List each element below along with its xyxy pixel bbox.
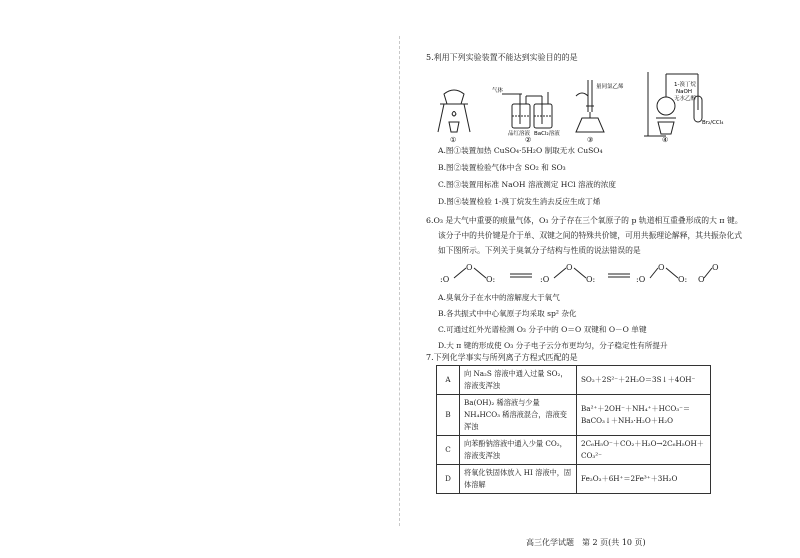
q5-option-a: A.图①装置加热 CuSO₄·5H₂O 制取无水 CuSO₄	[438, 146, 603, 155]
row-key: C	[437, 436, 460, 465]
svg-text::O: :O	[540, 275, 550, 284]
row-equation: Fe₂O₃＋6H⁺＝2Fe³⁺＋3H₂O	[577, 465, 711, 494]
svg-text:O:: O:	[486, 275, 496, 284]
q5-option-d: D.图④装置检验 1-溴丁烷发生消去反应生成丁烯	[438, 197, 601, 206]
row-equation: Ba²⁺＋2OH⁻＋NH₄⁺＋HCO₃⁻＝BaCO₃↓＋NH₃·H₂O＋H₂O	[577, 395, 711, 436]
ozone-resonance-figure	[436, 254, 726, 292]
q5-apparatus-figure	[430, 66, 724, 146]
svg-text:O:: O:	[678, 275, 688, 284]
q6-line-3: 如下图所示。下列关于臭氧分子结构与性质的说法错误的是	[438, 246, 641, 255]
apparatus-1	[438, 90, 470, 132]
svg-text:O: O	[698, 275, 705, 284]
row-fact: 向 Na₂S 溶液中通入过量 SO₂，溶液变浑浊	[460, 366, 577, 395]
label-bromobutane: 1-溴丁烷	[674, 82, 696, 88]
q6-option-a: A.臭氧分子在水中的溶解度大于氧气	[438, 293, 560, 302]
apparatus-2	[502, 92, 552, 128]
label-bacl2: BaCl₂溶液	[534, 131, 560, 137]
label-1: ①	[450, 136, 457, 144]
q5-option-c: C.图③装置用标准 NaOH 溶液测定 HCl 溶液的浓度	[438, 180, 616, 189]
label-br2: Br₂/CCl₄	[702, 120, 724, 126]
row-equation: 2C₆H₅O⁻＋CO₂＋H₂O→2C₆H₅OH＋CO₃²⁻	[577, 436, 711, 465]
svg-text:O: O	[658, 263, 665, 272]
q6-line-1: 6.O₃ 是大气中重要的痕量气体，O₃ 分子存在三个氧原子的 p 轨道相互重叠形成的大 π 键。	[426, 216, 743, 225]
row-key: A	[437, 366, 460, 395]
svg-text::O: :O	[636, 275, 646, 284]
q5-title: 5.利用下列实验装置不能达到实验目的的是	[426, 53, 578, 62]
row-fact: Ba(OH)₂ 稀溶液与少量 NH₄HCO₃ 稀溶液混合，溶液变浑浊	[460, 395, 577, 436]
label-naoh: NaOH	[676, 89, 692, 95]
page-footer: 高三化学试题 第 2 页(共 10 页)	[526, 538, 646, 547]
fold-line	[399, 36, 400, 526]
label-3: ③	[587, 136, 594, 144]
table-row	[437, 465, 711, 494]
label-ethanol: 无水乙醇	[674, 96, 697, 102]
q7-title: 7.下列化学事实与所列离子方程式匹配的是	[426, 353, 578, 362]
q5-option-b: B.图②装置检验气体中含 SO₂ 和 SO₃	[438, 163, 566, 172]
table-row	[437, 395, 711, 436]
q7-table	[436, 365, 711, 494]
table-row	[437, 366, 711, 395]
q6-option-d: D.大 π 键的形成使 O₃ 分子电子云分布更均匀，分子稳定性有所提升	[438, 341, 668, 350]
svg-text:O:: O:	[586, 275, 596, 284]
label-2: ②	[525, 136, 532, 144]
row-fact: 向苯酚钠溶液中通入少量 CO₂，溶液变浑浊	[460, 436, 577, 465]
table-row	[437, 436, 711, 465]
row-equation: SO₂＋2S²⁻＋2H₂O＝3S↓＋4OH⁻	[577, 366, 711, 395]
svg-text:O: O	[712, 263, 719, 272]
svg-text:O: O	[566, 263, 573, 272]
label-pinkred: 品红溶液	[508, 131, 531, 137]
label-4: ④	[662, 136, 669, 144]
svg-text:O: O	[466, 263, 473, 272]
row-fact: 将氧化铁固体放入 HI 溶液中，固体溶解	[460, 465, 577, 494]
q6-option-c: C.可通过红外光谱检测 O₃ 分子中的 O＝O 双键和 O－O 单键	[438, 325, 647, 334]
svg-text::O: :O	[440, 275, 450, 284]
label-standard: 量同氯乙烯	[596, 84, 624, 90]
row-key: D	[437, 465, 460, 494]
q6-option-b: B.各共振式中中心氧原子均采取 sp² 杂化	[438, 309, 577, 318]
row-key: B	[437, 395, 460, 436]
label-gas: 气体	[492, 88, 504, 94]
q6-line-2: 该分子中的共价键是介于单、双键之间的特殊共价键，可用共振理论解释，其共振杂化式	[438, 231, 743, 240]
